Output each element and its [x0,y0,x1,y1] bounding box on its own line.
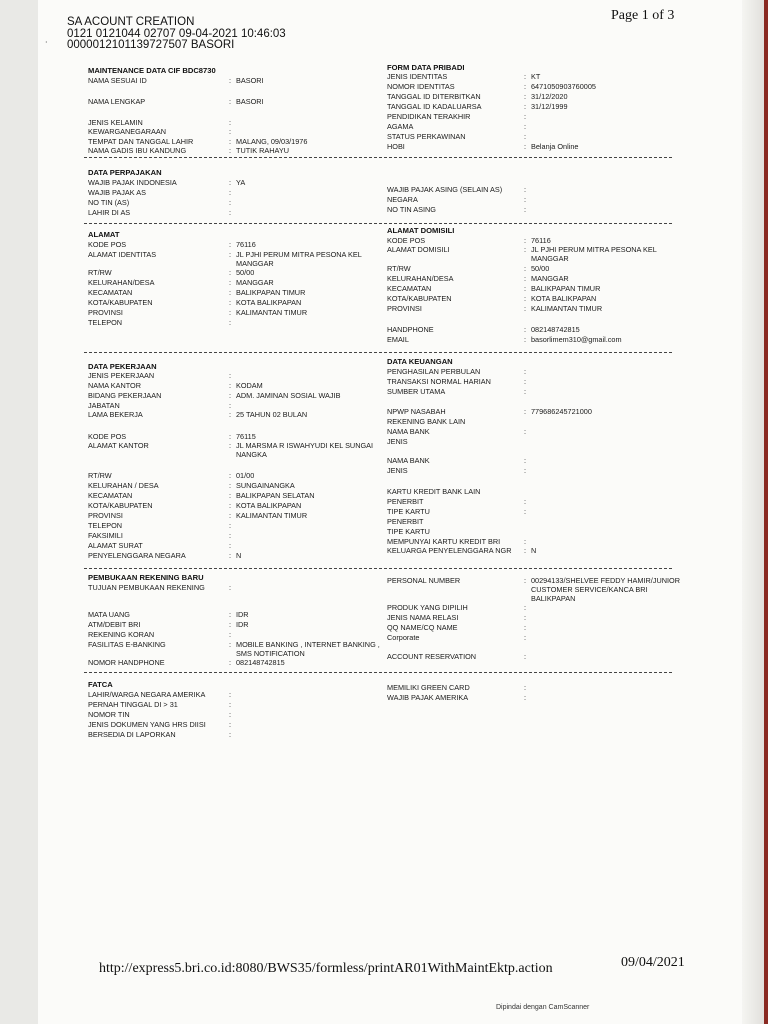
right-field-label: ALAMAT DOMISILI [387,226,455,235]
right-field-colon: : [524,274,527,283]
left-field-value: TUTIK RAHAYU [236,146,289,155]
left-field-label: KOTA/KABUPATEN [88,298,153,307]
right-field-colon: : [524,122,527,131]
left-field-label: PERNAH TINGGAL DI > 31 [88,700,178,709]
left-field-label: DATA PEKERJAAN [88,362,157,371]
left-field-colon: : [229,391,232,400]
left-field-label: NAMA KANTOR [88,381,141,390]
section-divider [84,223,672,224]
right-field-colon: : [524,82,527,91]
left-field-label: MATA UANG [88,610,130,619]
right-field-value: 31/12/2020 [531,92,568,101]
left-field-label: KODE POS [88,240,127,249]
left-field-colon: : [229,127,232,136]
right-field-label: PENGHASILAN PERBULAN [387,367,481,376]
left-field-value: 76115 [236,432,256,441]
right-field-colon: : [524,142,527,151]
left-field-value: N [236,551,242,560]
left-field-label: JENIS DOKUMEN YANG HRS DIISI [88,720,206,729]
left-field-colon: : [229,118,232,127]
right-field-value: 00294133/SHELVEE FEDDY HAMIR/JUNIOR CUSTOMER SERVICE/KANCA BRI BALIKPAPAN [531,576,680,603]
left-field-colon: : [229,401,232,410]
left-field-colon: : [229,308,232,317]
right-field-colon: : [524,72,527,81]
right-field-colon: : [524,195,527,204]
left-field-colon: : [229,730,232,739]
footer-date: 09/04/2021 [621,955,685,970]
left-field-label: ATM/DEBIT BRI [88,620,141,629]
right-field-value: N [531,546,537,555]
left-field-value: JL MARSMA R ISWAHYUDI KEL SUNGAI NANGKA [236,441,374,459]
left-field-colon: : [229,188,232,197]
right-field-colon: : [524,576,527,585]
left-field-label: KECAMATAN [88,288,133,297]
right-field-colon: : [524,387,527,396]
left-field-label: KOTA/KABUPATEN [88,501,153,510]
left-field-label: NO TIN (AS) [88,198,130,207]
left-field-colon: : [229,551,232,560]
right-field-label: MEMPUNYAI KARTU KREDIT BRI [387,537,501,546]
right-field-label: KOTA/KABUPATEN [387,294,452,303]
left-field-label: WAJIB PAJAK INDONESIA [88,178,177,187]
left-field-value: SUNGAINANGKA [236,481,295,490]
right-field-label: NAMA BANK [387,427,430,436]
right-field-label: PERSONAL NUMBER [387,576,461,585]
left-field-label: PEMBUKAAN REKENING BARU [88,573,204,582]
right-field-colon: : [524,294,527,303]
left-field-label: PROVINSI [88,308,123,317]
right-field-colon: : [524,284,527,293]
left-field-label: JABATAN [88,401,120,410]
left-field-label: KECAMATAN [88,491,133,500]
left-field-value: 25 TAHUN 02 BULAN [236,410,308,419]
right-field-label: TIPE KARTU [387,527,430,536]
left-field-colon: : [229,208,232,217]
left-field-label: FASILITAS E-BANKING [88,640,166,649]
right-field-label: TIPE KARTU [387,507,430,516]
right-field-label: WAJIB PAJAK AMERIKA [387,693,469,702]
right-field-value: MANGGAR [531,274,569,283]
left-field-colon: : [229,76,232,85]
section-divider [84,568,672,569]
left-field-label: JENIS KELAMIN [88,118,143,127]
left-field-label: FATCA [88,680,113,689]
right-field-label: STATUS PERKAWINAN [387,132,466,141]
right-field-label: TANGGAL ID DITERBITKAN [387,92,481,101]
left-field-value: 76116 [236,240,256,249]
right-field-colon: : [524,112,527,121]
right-field-colon: : [524,456,527,465]
left-field-colon: : [229,501,232,510]
left-field-colon: : [229,610,232,619]
right-field-value: 082148742815 [531,325,580,334]
left-field-label: TEMPAT DAN TANGGAL LAHIR [88,137,194,146]
left-field-colon: : [229,471,232,480]
left-field-value: KALIMANTAN TIMUR [236,511,308,520]
right-field-colon: : [524,92,527,101]
left-field-value: KOTA BALIKPAPAN [236,501,302,510]
left-field-label: LAHIR/WARGA NEGARA AMERIKA [88,690,206,699]
left-field-colon: : [229,250,232,259]
left-field-value: JL PJHI PERUM MITRA PESONA KEL MANGGAR [236,250,362,268]
left-field-label: KELURAHAN/DESA [88,278,155,287]
left-field-label: BERSEDIA DI LAPORKAN [88,730,176,739]
right-field-value: 779686245721000 [531,407,592,416]
page-number: Page 1 of 3 [611,8,675,23]
right-field-label: NOMOR IDENTITAS [387,82,455,91]
left-field-colon: : [229,97,232,106]
left-field-label: KELURAHAN / DESA [88,481,159,490]
right-field-label: Corporate [387,633,420,642]
section-divider [84,672,672,673]
right-field-label: TRANSAKSI NORMAL HARIAN [387,377,491,386]
left-field-label: LAMA BEKERJA [88,410,143,419]
right-field-label: PENDIDIKAN TERAKHIR [387,112,471,121]
section-divider [84,352,672,353]
left-field-label: MAINTENANCE DATA CIF BDC8730 [88,66,216,75]
right-field-value: 50/00 [531,264,550,273]
right-field-label: QQ NAME/CQ NAME [387,623,458,632]
right-field-colon: : [524,236,527,245]
right-field-label: RT/RW [387,264,411,273]
right-field-colon: : [524,325,527,334]
left-field-label: TELEPON [88,318,123,327]
right-field-value: JL PJHI PERUM MITRA PESONA KEL MANGGAR [531,245,657,263]
right-field-value: KOTA BALIKPAPAN [531,294,597,303]
right-field-label: TANGGAL ID KADALUARSA [387,102,482,111]
right-field-colon: : [524,185,527,194]
left-field-colon: : [229,381,232,390]
left-field-label: DATA PERPAJAKAN [88,168,162,177]
right-field-colon: : [524,683,527,692]
right-field-colon: : [524,335,527,344]
left-field-value: BALIKPAPAN TIMUR [236,288,306,297]
right-field-label: MEMILIKI GREEN CARD [387,683,470,692]
right-field-label: HANDPHONE [387,325,434,334]
left-field-colon: : [229,583,232,592]
right-field-colon: : [524,407,527,416]
left-field-value: MOBILE BANKING , INTERNET BANKING , SMS NOTIFICATION [236,640,380,658]
left-field-label: WAJIB PAJAK AS [88,188,146,197]
right-field-label: ACCOUNT RESERVATION [387,652,477,661]
scan-edge-shadow [764,0,768,1024]
left-field-label: KEWARGANEGARAAN [88,127,166,136]
left-field-label: RT/RW [88,268,112,277]
left-field-value: BASORI [236,76,264,85]
left-field-colon: : [229,521,232,530]
right-field-value: 31/12/1999 [531,102,568,111]
right-field-colon: : [524,652,527,661]
right-field-colon: : [524,367,527,376]
left-field-label: FAKSIMILI [88,531,123,540]
right-field-label: PENERBIT [387,517,424,526]
left-field-colon: : [229,531,232,540]
left-field-value: 082148742815 [236,658,285,667]
left-field-label: ALAMAT SURAT [88,541,143,550]
left-field-label: ALAMAT KANTOR [88,441,149,450]
left-field-colon: : [229,441,232,450]
right-field-label: KELUARGA PENYELENGGARA NGR [387,546,512,555]
left-field-colon: : [229,710,232,719]
left-field-label: LAHIR DI AS [88,208,131,217]
account-line: 00000121011397275​07 BASORI [67,39,235,51]
left-field-colon: : [229,541,232,550]
left-field-colon: : [229,137,232,146]
right-field-label: PENERBIT [387,497,424,506]
left-field-label: ALAMAT IDENTITAS [88,250,157,259]
right-field-value: BALIKPAPAN TIMUR [531,284,601,293]
left-field-value: MANGGAR [236,278,274,287]
right-field-colon: : [524,633,527,642]
right-field-colon: : [524,537,527,546]
right-field-value: KT [531,72,541,81]
left-field-colon: : [229,371,232,380]
left-field-value: KALIMANTAN TIMUR [236,308,308,317]
right-field-label: SUMBER UTAMA [387,387,446,396]
right-field-value: Belanja Online [531,142,579,151]
right-field-label: KECAMATAN [387,284,432,293]
right-field-label: EMAIL [387,335,409,344]
left-field-label: NAMA SESUAI ID [88,76,147,85]
left-field-value: 50/00 [236,268,255,277]
left-field-colon: : [229,268,232,277]
left-field-colon: : [229,700,232,709]
left-field-colon: : [229,481,232,490]
right-field-colon: : [524,466,527,475]
right-field-colon: : [524,497,527,506]
left-field-label: TUJUAN PEMBUKAAN REKENING [88,583,205,592]
left-field-value: KODAM [236,381,263,390]
left-field-label: NOMOR HANDPHONE [88,658,165,667]
right-field-label: KELURAHAN/DESA [387,274,454,283]
right-field-label: NO TIN ASING [387,205,436,214]
right-field-colon: : [524,693,527,702]
right-field-label: JENIS [387,466,408,475]
right-field-label: PROVINSI [387,304,422,313]
transaction-line: 0121 0121044 02707 09-04-2021 10:46:03 [67,28,286,40]
left-field-label: RT/RW [88,471,112,480]
left-field-colon: : [229,690,232,699]
left-field-colon: : [229,640,232,649]
right-field-label: HOBI [387,142,405,151]
left-field-label: TELEPON [88,521,123,530]
right-field-colon: : [524,623,527,632]
left-field-label: NAMA LENGKAP [88,97,146,106]
right-field-colon: : [524,377,527,386]
left-field-label: JENIS PEKERJAAN [88,371,155,380]
right-field-label: KODE POS [387,236,426,245]
right-field-value: 76116 [531,236,551,245]
left-field-value: BASORI [236,97,264,106]
left-field-label: PROVINSI [88,511,123,520]
left-field-value: IDR [236,620,249,629]
right-field-colon: : [524,546,527,555]
left-field-colon: : [229,630,232,639]
left-field-label: REKENING KORAN [88,630,155,639]
right-field-colon: : [524,304,527,313]
left-field-value: BALIKPAPAN SELATAN [236,491,315,500]
left-field-label: BIDANG PEKERJAAN [88,391,162,400]
right-field-label: AGAMA [387,122,414,131]
left-field-colon: : [229,240,232,249]
right-field-colon: : [524,264,527,273]
left-field-label: PENYELENGGARA NEGARA [88,551,186,560]
left-field-colon: : [229,491,232,500]
right-field-label: NEGARA [387,195,418,204]
right-field-label: PRODUK YANG DIPILIH [387,603,468,612]
right-field-label: JENIS NAMA RELASI [387,613,459,622]
left-field-value: ADM. JAMINAN SOSIAL WAJIB [236,391,341,400]
left-field-colon: : [229,198,232,207]
document-title: SA ACOUNT CREATION [67,16,195,28]
right-field-colon: : [524,132,527,141]
left-field-value: IDR [236,610,249,619]
right-field-value: basorlimem310@gmail.com [531,335,622,344]
scan-speck: · [45,38,48,47]
left-field-label: ALAMAT [88,230,120,239]
right-field-label: JENIS [387,437,408,446]
left-field-colon: : [229,146,232,155]
left-field-value: KOTA BALIKPAPAN [236,298,302,307]
right-field-colon: : [524,603,527,612]
left-field-value: MALANG, 09/03/1976 [236,137,308,146]
right-field-label: WAJIB PAJAK ASING (SELAIN AS) [387,185,503,194]
right-field-label: ALAMAT DOMISILI [387,245,450,254]
left-field-colon: : [229,178,232,187]
left-field-colon: : [229,288,232,297]
right-field-colon: : [524,427,527,436]
left-field-value: YA [236,178,246,187]
right-field-colon: : [524,245,527,254]
right-field-label: DATA KEUANGAN [387,357,453,366]
left-field-colon: : [229,432,232,441]
left-field-label: KODE POS [88,432,127,441]
left-field-label: NOMOR TIN [88,710,130,719]
left-field-colon: : [229,278,232,287]
right-field-label: NPWP NASABAH [387,407,446,416]
right-field-label: NAMA BANK [387,456,430,465]
left-field-colon: : [229,318,232,327]
left-field-value: 01/00 [236,471,255,480]
camscanner-watermark: Dipindai dengan CamScanner [496,1004,590,1011]
right-field-label: FORM DATA PRIBADI [387,63,465,72]
right-field-colon: : [524,205,527,214]
left-field-colon: : [229,658,232,667]
section-divider [84,157,672,158]
right-field-colon: : [524,613,527,622]
left-field-colon: : [229,720,232,729]
right-field-colon: : [524,507,527,516]
footer-url: http://express5.bri.co.id:8080/BWS35/formless/printAR01WithMaintEktp.action [99,961,553,976]
right-field-label: KARTU KREDIT BANK LAIN [387,487,481,496]
left-field-label: NAMA GADIS IBU KANDUNG [88,146,187,155]
left-field-colon: : [229,298,232,307]
left-field-colon: : [229,410,232,419]
right-field-value: 6471050903760005 [531,82,596,91]
left-field-colon: : [229,511,232,520]
right-field-colon: : [524,102,527,111]
right-field-label: REKENING BANK LAIN [387,417,466,426]
right-field-value: KALIMANTAN TIMUR [531,304,603,313]
right-field-label: JENIS IDENTITAS [387,72,448,81]
left-field-colon: : [229,620,232,629]
